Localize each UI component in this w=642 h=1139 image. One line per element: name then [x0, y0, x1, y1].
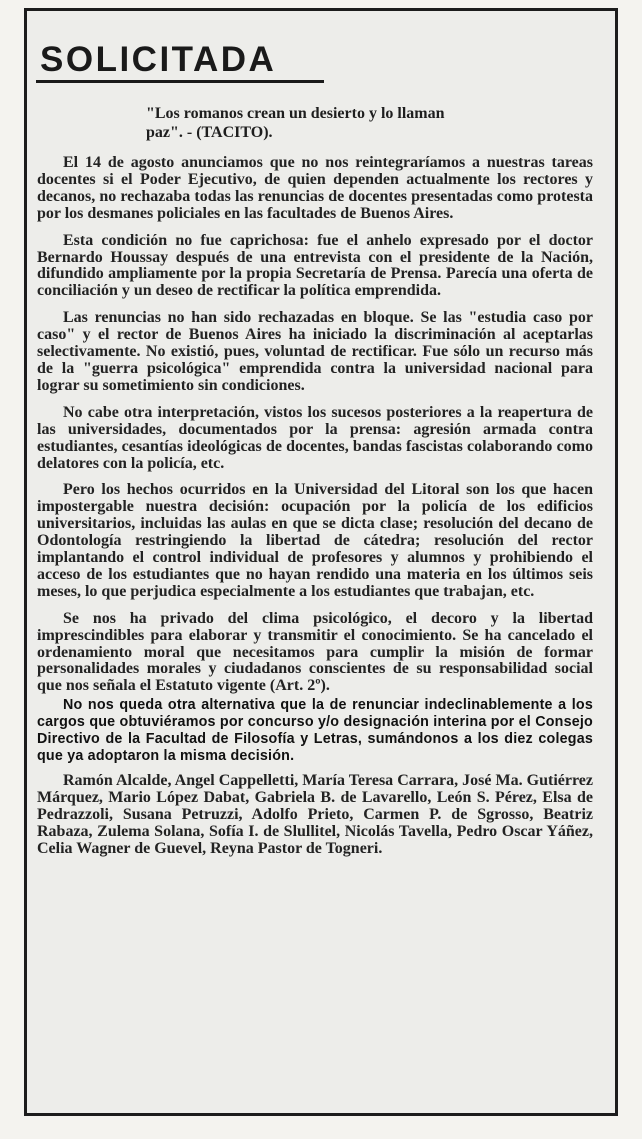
- epigraph-line-2: paz". - (TACITO).: [146, 124, 273, 141]
- closing-statement: No nos queda otra alternativa que la de renunciar indeclinablemente a los cargos que obtuviéramos por concurso y/o designación interina por el Consejo Directivo de la Facultad de Filosofía y Letras, sumándonos a los diez colegas que ya adoptaron la misma decisión.: [37, 697, 593, 765]
- title-underline: [36, 80, 324, 83]
- paragraph-4: No cabe otra interpretación, vistos los sucesos posteriores a la reapertura de las universidades, documentados por la prensa: agresión armada contra estudiantes, cesantías ideológicas de docentes, bandas fascistas colaborando como delatores con la policía, etc.: [37, 403, 593, 472]
- paragraph-5: Pero los hechos ocurridos en la Universidad del Litoral son los que hacen impostergable nuestra decisión: ocupación por la policía de los edificios universitarios, incluidas las aulas en que se dicta clase; resolución del decano de Odontología restringiendo la libertad de cátedra; resolución del rector implantando el control individual de profesores y alumnos y prohibiendo el acceso de los estudiantes que no hayan rendido una materia en los últimos seis meses, lo que perjudica especialmente a los estudiantes que trabajan, etc.: [37, 481, 593, 600]
- article-body: [37, 155, 593, 858]
- paragraph-2: Esta condición no fue caprichosa: fue el anhelo expresado por el doctor Bernardo Houssay después de una entrevista con el presidente de la Nación, difundido ampliamente por la propia Secretaría de Prensa. Parecía una oferta de conciliación y un deseo de rectificar la política emprendida.: [37, 231, 593, 300]
- epigraph: [146, 104, 594, 142]
- signatories-list: Ramón Alcalde, Angel Cappelletti, María Teresa Carrara, José Ma. Gutiérrez Márquez, Mario López Dabat, Gabriela B. de Lavarello, León S. Pérez, Elsa de Pedrazzoli, Susana Petruzzi, Adolfo Prieto, Carmen P. de Sgrosso, Beatriz Rabaza, Zulema Solana, Sofía I. de Slullitel, Nicolás Tavella, Pedro Oscar Yáñez, Celia Wagner de Guevel, Reyna Pastor de Togneri.: [37, 772, 593, 857]
- paragraph-3: Las renuncias no han sido rechazadas en bloque. Se las "estudia caso por caso" y el rector de Buenos Aires ha iniciado la discriminación al aceptarlas selectivamente. No existió, pues, voluntad de rectificar. Fue sólo un recurso más de la "guerra psicológica" emprendida contra la universidad nacional para lograr su sometimiento sin condiciones.: [37, 309, 593, 394]
- article-title: SOLICITADA: [40, 40, 277, 79]
- paragraph-1: El 14 de agosto anunciamos que no nos reintegraríamos a nuestras tareas docentes si el Poder Ejecutivo, de quien dependen actualmente los rectores y decanos, no rechazaba todas las renuncias de docentes presentadas como protesta por los desmanes policiales en las facultades de Buenos Aires.: [37, 154, 593, 222]
- epigraph-line-1: "Los romanos crean un desierto y lo llaman: [146, 105, 445, 122]
- paragraph-6: Se nos ha privado del clima psicológico, el decoro y la libertad imprescindibles para elaborar y transmitir el conocimiento. Se ha cancelado el ordenamiento moral que necesitamos para cumplir la misión de formar personalidades morales y ciudadanos conscientes de su responsabilidad social que nos señala el Estatuto vigente (Art. 2º).: [37, 609, 593, 695]
